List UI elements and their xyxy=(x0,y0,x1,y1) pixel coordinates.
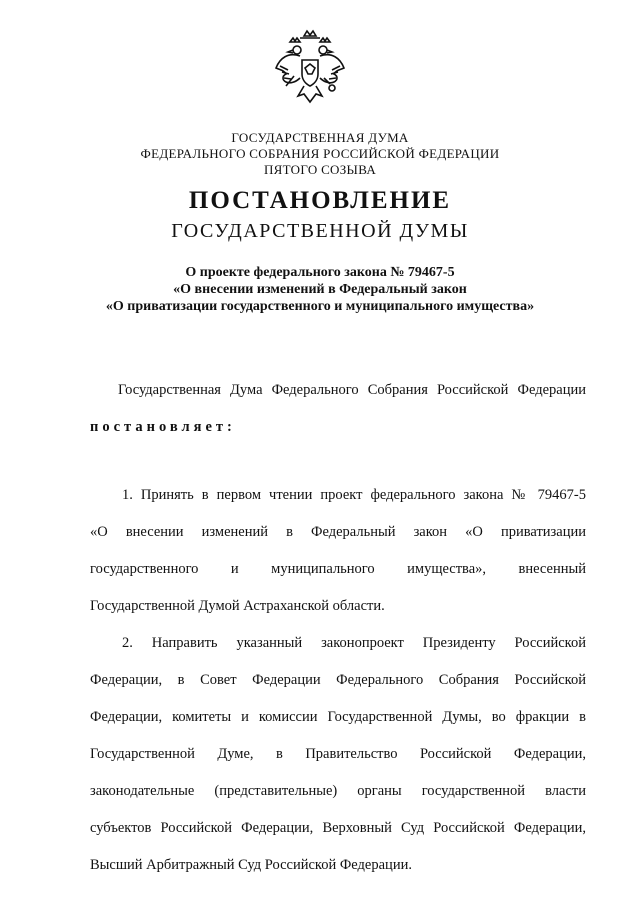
paragraph-line: законодательные (представительные) органы государственной власти xyxy=(90,783,586,799)
paragraph-line: Федерации, в Совет Федерации Федерального Собрания Российской xyxy=(90,672,586,688)
subject-line: О проекте федерального закона № 79467-5 xyxy=(185,265,455,280)
duma-header-line: ГОСУДАРСТВЕННАЯ ДУМА xyxy=(231,130,409,145)
resolves-word: постановляет: xyxy=(90,419,236,435)
subject-line: «О приватизации государственного и муниципального имущества» xyxy=(105,299,535,314)
paragraph-line: Государственной Думой Астраханской области. xyxy=(90,598,385,614)
duma-header-line: ПЯТОГО СОЗЫВА xyxy=(263,162,377,177)
paragraph-line: субъектов Российской Федерации, Верховный Суд Российской Федерации, xyxy=(90,820,586,836)
paragraph-line: 1. Принять в первом чтении проект федерального закона № 79467-5 xyxy=(122,487,586,503)
paragraph-line: Федерации, комитеты и комиссии Государственной Думы, во фракции в xyxy=(90,709,586,725)
coat-of-arms-icon xyxy=(270,26,350,110)
duma-header-line: ФЕДЕРАЛЬНОГО СОБРАНИЯ РОССИЙСКОЙ ФЕДЕРАЦИИ xyxy=(140,146,500,161)
paragraph-line: Высший Арбитражный Суд Российской Федерации. xyxy=(90,857,412,873)
paragraph-line: Государственной Думе, в Правительство Российской Федерации, xyxy=(90,746,586,762)
paragraph-line: «О внесении изменений в Федеральный закон «О приватизации xyxy=(90,524,586,540)
document-subtitle: ГОСУДАРСТВЕННОЙ ДУМЫ xyxy=(171,220,469,242)
paragraph-line: 2. Направить указанный законопроект Президенту Российской xyxy=(122,635,586,651)
subject-line: «О внесении изменений в Федеральный закон xyxy=(173,282,467,297)
paragraph-line: государственного и муниципального имущества», внесенный xyxy=(90,561,586,577)
preamble-text: Государственная Дума Федерального Собрания Российской Федерации xyxy=(118,382,586,398)
document-title: ПОСТАНОВЛЕНИЕ xyxy=(188,187,452,214)
